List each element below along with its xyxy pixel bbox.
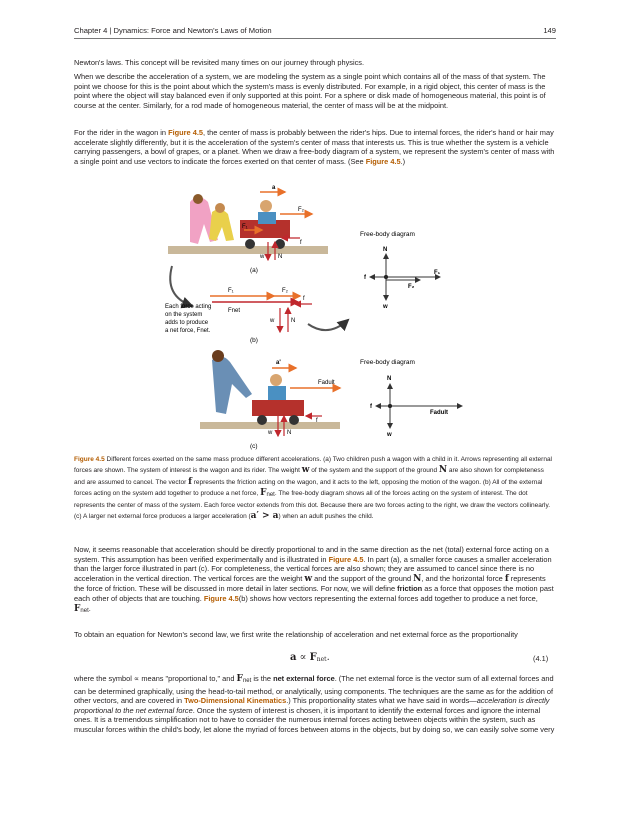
figure-link[interactable]: Figure 4.5 <box>328 554 364 564</box>
fbd-c <box>360 359 462 438</box>
wagon-wheel <box>289 415 299 425</box>
fbd-c-label-w: w <box>387 432 392 438</box>
label-N: N <box>278 254 283 260</box>
fbd-c-label-Fadult: Fadult <box>430 410 448 416</box>
fbd-c-label-N: N <box>387 376 392 382</box>
section-link[interactable]: Two-Dimensional Kinematics <box>184 696 287 706</box>
label-w: w <box>260 254 265 260</box>
label-c-w: w <box>268 430 273 436</box>
wagon-c <box>252 400 304 416</box>
figure-link[interactable]: Figure 4.5 <box>203 593 239 603</box>
label-b-w: w <box>270 318 275 324</box>
label-b-N: N <box>291 318 296 324</box>
scene-a <box>168 185 328 274</box>
sum-text-4: a net force, Fnet. <box>165 328 211 334</box>
label-b-F1: F₁ <box>228 288 234 294</box>
rider-head <box>260 200 272 212</box>
paragraph-6: where the symbol ∝ means "proportional to," and Fnet is the net external force. (The net external force is the vector sum of all external forces and can be determined graphically, using the head-to-tail method, or analytically, using components. The techniques are the same as for the addition of other vectors, and are covered in Two-Dimensional Kinematics.) This proportionality states what we have said in words—acceleration is directly proportional to the net external force. Once the system of interest is chosen, it is important to identify the external forces and ignore the internal ones. It is a tremendous simplification not to have to consider the numerous internal forces acting between objects within the system, such as muscular forces within the child's body, let alone the myriad of forces between atoms in the objects, but by doing so, we can easily solve some very <box>74 674 555 734</box>
term-net-external-force: net external force <box>273 674 335 683</box>
label-a: a <box>272 185 276 191</box>
figure-link[interactable]: Figure 4.5 <box>168 128 203 137</box>
label-f: f <box>300 240 302 246</box>
child-head-2 <box>215 203 225 213</box>
fbd-label-f: f <box>364 275 366 281</box>
equation-number: (4.1) <box>533 654 549 663</box>
label-a-prime: a' <box>276 360 281 366</box>
sum-text-3: adds to produce <box>165 320 209 326</box>
fbd-label-N: N <box>383 247 388 253</box>
paragraph-5: To obtain an equation for Newton's second law, we first write the relationship of acceleration and net external force as the proportionality <box>74 630 518 639</box>
chapter-title: Chapter 4 | Dynamics: Force and Newton's Laws of Motion <box>74 26 272 35</box>
paragraph-4: Now, it seems reasonable that acceleration should be directly proportional to and in the same direction as the net (total) external force acting on a system. This assumption has been verified experimentally and is illustrated in Figure 4.5. In part (a), a smaller force causes a smaller acceleration than the larger force illustrated in part (c). For completeness, the vertical forces are also shown; they are assumed to cancel since there is no acceleration in the vertical direction. The vertical forces are the weight w and the support of the ground N, and the horizontal force f represents the force of friction. These will be discussed in more detail in later sections. For now, we will define friction as a force that opposes the motion past each other of objects that are touching. Figure 4.5(b) shows how vectors representing the external forces add together to produce a net force, Fnet. <box>74 545 554 614</box>
panel-label-c: (c) <box>250 443 258 450</box>
adult-head <box>212 350 224 362</box>
child-head-1 <box>193 194 203 204</box>
ground-c <box>200 422 340 429</box>
wagon-wheel <box>245 239 255 249</box>
curve-arrow-left <box>170 266 192 306</box>
equation-4-1: a ∝ Fnet. <box>290 652 330 663</box>
label-b-F2: F₂ <box>282 288 288 294</box>
fbd-label-w: w <box>383 304 388 310</box>
rider-body-c <box>268 386 286 400</box>
rider-body <box>258 212 276 224</box>
page-header <box>74 26 556 39</box>
panel-label-b: (b) <box>250 337 258 344</box>
sum-text-2: on the system <box>165 312 203 318</box>
label-F1: F₁ <box>242 224 248 230</box>
sum-text-1: Each force acting <box>165 304 212 310</box>
paragraph-3: For the rider in the wagon in Figure 4.5, the center of mass is probably between the rider's hips. Due to internal forces, the rider's hand or hair may accelerate slightly differently, but it is the acceleration of the system's center of mass that interests us. This is true whether the system is a vehicle carrying passengers, a bowl of grapes, or a planet. When we draw a free-body diagram of a system, we represent the system's center of mass with a single point and use vectors to indicate the forces exerted on that center of mass. (See Figure 4.5.) <box>74 128 555 166</box>
wagon-wheel <box>257 415 267 425</box>
fbd-a <box>360 231 441 310</box>
figure-caption: Figure 4.5 Different forces exerted on the same mass produce different accelerations. (a) Two children push a wagon with a child in it. Arrows representing all external forces are shown. The system of interest is the wagon and its rider. The weight w of the system and the support of the ground N are also shown for completeness and are assumed to cancel. The vector f represents the friction acting on the wagon, and it acts to the left, opposing the motion of the wagon. (b) All of the external forces acting on the system add together to produce a net force, Fnet. The free-body diagram shows all of the forces acting on the system of interest. The dot represents the center of mass of the system. Each force vector extends from this dot. Because there are two forces acting to the right, we draw the vectors collinearly. (c) A larger net external force produces a larger acceleration (a′ > a) when an adult pushes the child. <box>74 456 553 522</box>
fbd-c-label-f: f <box>370 404 372 410</box>
paragraph-2: When we describe the acceleration of a system, we are modeling the system as a single point which contains all of the mass of that system. The point we choose for this is the point about which the system's mass is evenly distributed. For example, in a rigid object, this center of mass is the point where the object will stay balanced even if only supported at this point. For a sphere or disk made of homogeneous material, this point is of course at the center. Similarly, for a rod made of homogeneous material, the center of mass will be at the midpoint. <box>74 72 546 110</box>
scene-c <box>200 350 340 450</box>
label-Fadult: Fadult <box>318 380 335 386</box>
label-b-f: f <box>303 296 305 302</box>
page-number: 149 <box>543 26 556 35</box>
label-F2: F₂ <box>298 207 304 213</box>
panel-label-a: (a) <box>250 267 258 274</box>
figure-4-5 <box>150 184 480 452</box>
figure-link[interactable]: Figure 4.5 <box>365 156 401 166</box>
adult-pusher <box>212 356 252 414</box>
fbd-label-F2: F₂ <box>408 284 415 290</box>
scene-b <box>165 288 312 344</box>
fbd-title-c: Free-body diagram <box>360 359 415 366</box>
rider-head-c <box>270 374 282 386</box>
label-c-f: f <box>316 418 318 424</box>
wagon-wheel <box>275 239 285 249</box>
paragraph-1: Newton's laws. This concept will be revisited many times on our journey through physics. <box>74 58 365 67</box>
label-b-Fnet: Fnet <box>228 308 241 314</box>
caption-label: Figure 4.5 <box>74 456 105 463</box>
child-pusher-2 <box>209 209 234 241</box>
fbd-label-F1: F₁ <box>434 270 441 276</box>
fbd-title: Free-body diagram <box>360 231 415 238</box>
term-friction: friction <box>397 584 423 594</box>
label-c-N: N <box>287 430 292 436</box>
curve-arrow-right <box>308 320 348 330</box>
